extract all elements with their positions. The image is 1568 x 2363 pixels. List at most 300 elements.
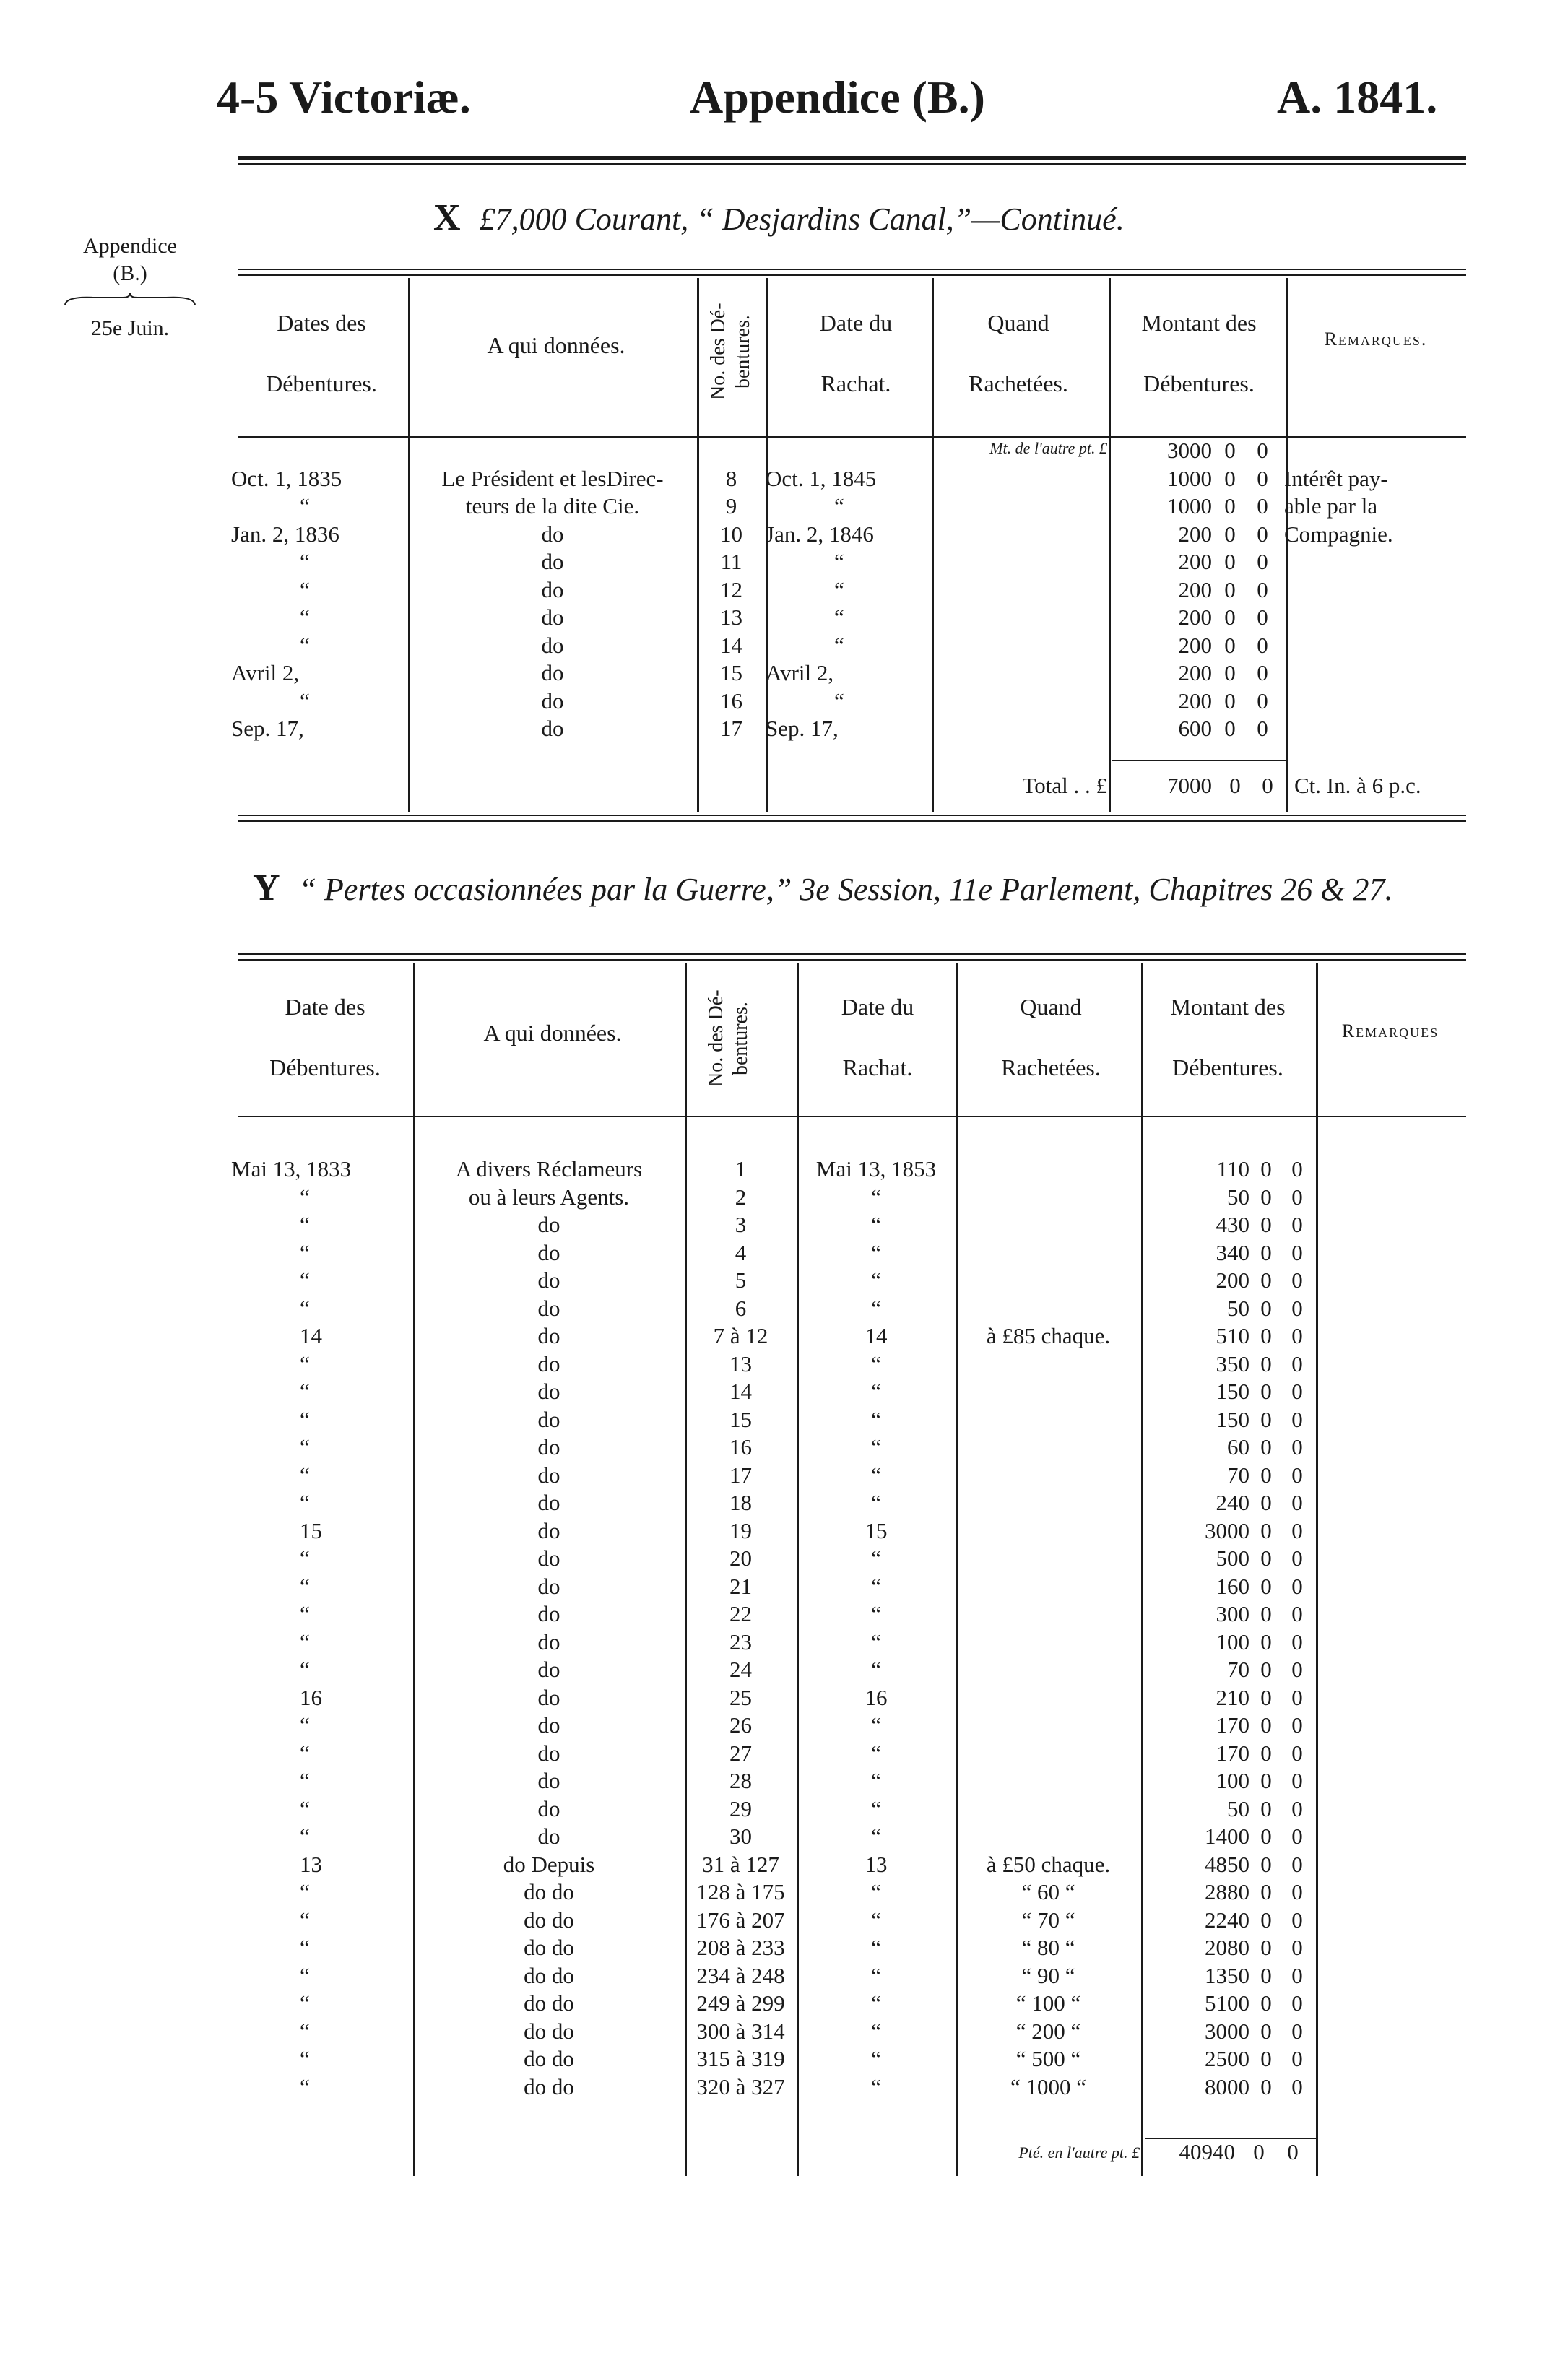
y-row	[231, 1184, 1312, 1212]
y-cell-rachat: “	[871, 1379, 881, 1405]
y-cell-quand	[956, 1740, 1141, 1768]
x-cell-quand	[932, 659, 1112, 688]
y-cell-amt: 150	[1216, 1406, 1249, 1432]
y-cell-quand	[956, 1462, 1141, 1490]
x-total-rule	[1112, 760, 1286, 761]
y-row	[231, 1350, 1312, 1379]
y-cell-rachat: “	[871, 1295, 881, 1321]
y-cell-d: 0	[1291, 1768, 1303, 1794]
x-cell-s: 0	[1224, 576, 1236, 602]
y-cell-qui: do do	[524, 2073, 574, 2099]
x-col-rachat-l2: Rachat.	[820, 370, 891, 396]
y-col-no	[704, 966, 762, 1111]
y-cell-date: “	[300, 1824, 310, 1850]
x-row	[231, 604, 1457, 632]
y-cell-s: 0	[1260, 1712, 1272, 1738]
y-cell-qui: do	[537, 1267, 560, 1293]
y-cell-no: 28	[729, 1768, 752, 1794]
x-cell-date: Jan. 2, 1836	[231, 521, 339, 547]
x-cell-rachat: Sep. 17,	[766, 716, 839, 742]
x-cell-rem	[1277, 715, 1457, 743]
header-rule	[238, 156, 1466, 160]
y-cell-qui: do Depuis	[503, 1851, 595, 1877]
x-cell-amt: 3000	[1167, 438, 1212, 464]
y-cell-amt: 70	[1227, 1462, 1249, 1488]
y-cell-no: 15	[729, 1406, 752, 1432]
x-cell-amt: 200	[1178, 549, 1212, 575]
y-cell-d: 0	[1291, 1573, 1303, 1599]
x-cell-date: Avril 2,	[231, 660, 300, 686]
y-cell-d: 0	[1291, 2046, 1303, 2072]
y-cell-quand	[956, 1795, 1141, 1824]
y-cell-qui: do	[537, 1406, 560, 1432]
x-cell-d: 0	[1257, 716, 1268, 742]
y-cell-qui: A divers Réclameurs	[455, 1156, 643, 1182]
y-cell-date: “	[300, 1490, 310, 1516]
y-cell-d: 0	[1291, 1851, 1303, 1877]
y-cell-rachat: “	[871, 1879, 881, 1905]
x-cell-qui: do	[541, 549, 564, 575]
y-cell-s: 0	[1260, 1350, 1272, 1376]
y-cell-d: 0	[1291, 1350, 1303, 1376]
x-cell-no: 16	[720, 688, 742, 714]
y-cell-no: 30	[729, 1824, 752, 1850]
y-cell-s: 0	[1260, 1740, 1272, 1766]
y-cell-date: “	[300, 1573, 310, 1599]
x-cell-no	[697, 437, 766, 465]
margin-note-date: 25e Juin.	[90, 316, 170, 340]
y-carry-d: 0	[1287, 2139, 1299, 2164]
y-cell-rachat: “	[871, 2073, 881, 2099]
y-cell-date: “	[300, 1601, 310, 1627]
y-row	[231, 1990, 1312, 2018]
y-col-remarques: Remarques	[1341, 1020, 1439, 1041]
y-cell-d: 0	[1291, 1545, 1303, 1571]
y-cell-no: 176 à 207	[696, 1907, 785, 1933]
x-cell-s: 0	[1224, 549, 1236, 575]
section-x-letter: X	[433, 197, 461, 238]
x-cell-quand	[932, 604, 1112, 632]
y-cell-no: 234 à 248	[696, 1962, 785, 1988]
y-cell-rachat: “	[871, 1573, 881, 1599]
y-cell-quand	[956, 1378, 1141, 1406]
y-cell-rachat: “	[871, 1350, 881, 1376]
y-cell-no: 13	[729, 1350, 752, 1376]
x-cell-d: 0	[1257, 604, 1268, 630]
y-row	[231, 1434, 1312, 1462]
y-cell-no: 208 à 233	[696, 1935, 785, 1961]
y-cell-qui: do	[537, 1323, 560, 1349]
y-row	[231, 1740, 1312, 1768]
y-cell-amt: 430	[1216, 1212, 1249, 1238]
y-row	[231, 1489, 1312, 1517]
y-cell-date: 13	[300, 1851, 322, 1877]
x-cell-d: 0	[1257, 660, 1268, 686]
y-cell-qui: do	[537, 1684, 560, 1710]
y-cell-d: 0	[1291, 1879, 1303, 1905]
y-cell-amt: 500	[1216, 1545, 1249, 1571]
y-cell-date: “	[300, 1434, 310, 1460]
y-cell-s: 0	[1260, 1212, 1272, 1238]
y-cell-date: “	[300, 1712, 310, 1738]
x-col-quand-l2: Rachetées.	[969, 370, 1068, 396]
y-cell-rachat: “	[871, 1212, 881, 1238]
x-cell-date: Oct. 1, 1835	[231, 465, 342, 491]
y-cell-rachat: “	[871, 1712, 881, 1738]
margin-note-b: (B.)	[113, 261, 147, 285]
y-cell-quand: “ 70 “	[1021, 1907, 1075, 1933]
y-row	[231, 1795, 1312, 1824]
x-cell-qui: do	[541, 632, 564, 658]
y-cell-date: 14	[300, 1323, 322, 1349]
y-cell-quand	[956, 1712, 1141, 1740]
y-cell-rachat: “	[871, 1795, 881, 1821]
x-cell-rachat: “	[834, 493, 844, 519]
x-cell-amt: 200	[1178, 521, 1212, 547]
y-cell-qui: do	[537, 1573, 560, 1599]
y-cell-quand	[956, 1406, 1141, 1434]
y-cell-amt: 1350	[1205, 1962, 1249, 1988]
x-cell-date	[231, 437, 408, 465]
section-x-bottom-rule	[238, 815, 1466, 816]
y-carry-amt: 40940	[1179, 2139, 1235, 2164]
y-cell-amt: 510	[1216, 1323, 1249, 1349]
y-cell-s: 0	[1260, 1795, 1272, 1821]
y-cell-date: “	[300, 2046, 310, 2072]
y-cell-s: 0	[1260, 2018, 1272, 2044]
y-cell-d: 0	[1291, 1184, 1303, 1210]
x-cell-d: 0	[1257, 521, 1268, 547]
y-cell-no: 24	[729, 1657, 752, 1683]
x-cell-qui: do	[541, 716, 564, 742]
y-cell-quand	[956, 1684, 1141, 1712]
y-cell-s: 0	[1260, 1545, 1272, 1571]
y-cell-amt: 2500	[1205, 2046, 1249, 2072]
y-cell-quand	[956, 1156, 1141, 1184]
x-cell-s: 0	[1224, 438, 1236, 464]
x-cell-rem	[1277, 688, 1457, 716]
x-cell-amt: 1000	[1167, 493, 1212, 519]
y-cell-d: 0	[1291, 1907, 1303, 1933]
y-cell-amt: 150	[1216, 1379, 1249, 1405]
y-cell-quand	[956, 1211, 1141, 1239]
y-cell-no: 17	[729, 1462, 752, 1488]
y-cell-amt: 50	[1227, 1184, 1249, 1210]
y-cell-rachat: “	[871, 1462, 881, 1488]
x-row	[231, 688, 1457, 716]
x-cell-rachat: “	[834, 576, 844, 602]
y-cell-no: 300 à 314	[696, 2018, 785, 2044]
section-y-title-text: “ Pertes occasionnées par la Guerre,” 3e Session, 11e Parlement, Chapitres 26 & 27.	[298, 872, 1393, 907]
y-cell-amt: 300	[1216, 1601, 1249, 1627]
y-cell-qui: do	[537, 1545, 560, 1571]
x-cell-qui: do	[541, 604, 564, 630]
y-cell-date: 16	[300, 1684, 322, 1710]
y-cell-amt: 2880	[1205, 1879, 1249, 1905]
y-cell-no: 2	[735, 1184, 747, 1210]
section-x-bottom-rule-2	[238, 820, 1466, 822]
y-cell-date: “	[300, 1295, 310, 1321]
y-cell-qui: do	[537, 1601, 560, 1627]
y-cell-qui: do do	[524, 1879, 574, 1905]
y-cell-date: “	[300, 1545, 310, 1571]
y-row	[231, 1823, 1312, 1851]
x-cell-amt: 200	[1178, 632, 1212, 658]
x-cell-date: Sep. 17,	[231, 716, 304, 742]
y-cell-amt: 8000	[1205, 2073, 1249, 2099]
y-cell-d: 0	[1291, 1406, 1303, 1432]
y-cell-d: 0	[1291, 1239, 1303, 1265]
y-cell-s: 0	[1260, 1434, 1272, 1460]
y-cell-date: “	[300, 1379, 310, 1405]
y-cell-date: “	[300, 1879, 310, 1905]
section-y-top-rule	[238, 953, 1466, 955]
y-cell-no: 16	[729, 1434, 752, 1460]
y-cell-quand: “ 80 “	[1021, 1935, 1075, 1961]
x-col-quand-l1: Quand	[987, 310, 1049, 336]
running-header-right: A. 1841.	[1277, 71, 1438, 123]
y-cell-s: 0	[1260, 1295, 1272, 1321]
y-col-quand-l1: Quand	[1020, 994, 1082, 1020]
x-col-aqui: A qui données.	[487, 332, 625, 358]
y-cell-s: 0	[1260, 1990, 1272, 2016]
header-rule-thin	[238, 163, 1466, 165]
x-cell-qui: do	[541, 688, 564, 714]
y-cell-date: “	[300, 1795, 310, 1821]
y-cell-date: “	[300, 1406, 310, 1432]
y-cell-rachat: 14	[865, 1323, 888, 1349]
y-cell-amt: 70	[1227, 1657, 1249, 1683]
y-cell-s: 0	[1260, 1156, 1272, 1182]
y-cell-amt: 4850	[1205, 1851, 1249, 1877]
x-row	[231, 437, 1457, 465]
y-row	[231, 1934, 1312, 1962]
x-total-amt: 7000	[1167, 773, 1212, 798]
y-col-dates	[238, 976, 412, 1098]
x-cell-amt: 200	[1178, 604, 1212, 630]
y-cell-amt: 100	[1216, 1629, 1249, 1655]
x-cell-s: 0	[1224, 521, 1236, 547]
y-row	[231, 1211, 1312, 1239]
y-cell-qui: do do	[524, 2018, 574, 2044]
x-col-rachat-l1: Date du	[819, 310, 893, 336]
y-cell-d: 0	[1291, 1962, 1303, 1988]
y-cell-amt: 340	[1216, 1239, 1249, 1265]
y-cell-no: 7 à 12	[713, 1323, 768, 1349]
y-cell-amt: 100	[1216, 1768, 1249, 1794]
y-cell-date: “	[300, 1935, 310, 1961]
y-row	[231, 1322, 1312, 1350]
y-cell-qui: do	[537, 1434, 560, 1460]
y-cell-no: 3	[735, 1212, 747, 1238]
y-row	[231, 1712, 1312, 1740]
x-cell-no: 9	[725, 493, 737, 519]
x-cell-s: 0	[1224, 604, 1236, 630]
section-y-letter: Y	[253, 867, 280, 909]
y-table	[231, 1156, 1312, 2101]
y-cell-no: 22	[729, 1601, 752, 1627]
y-cell-s: 0	[1260, 1935, 1272, 1961]
y-cell-d: 0	[1291, 1795, 1303, 1821]
y-row	[231, 1545, 1312, 1573]
y-row	[231, 1600, 1312, 1629]
y-cell-no: 6	[735, 1295, 747, 1321]
y-cell-qui: do do	[524, 2046, 574, 2072]
y-cell-rachat: “	[871, 1545, 881, 1571]
y-cell-qui: do	[537, 1712, 560, 1738]
y-cell-s: 0	[1260, 1629, 1272, 1655]
y-col-quand-l2: Rachetées.	[1001, 1054, 1101, 1080]
x-total-s: 0	[1229, 773, 1241, 798]
y-cell-quand	[956, 1545, 1141, 1573]
y-col-dates-l1: Date des	[285, 994, 365, 1020]
y-cell-qui: do	[537, 1629, 560, 1655]
y-cell-date: “	[300, 2018, 310, 2044]
y-cell-d: 0	[1291, 1212, 1303, 1238]
x-cell-quand	[932, 576, 1112, 604]
x-cell-rem	[1277, 548, 1457, 576]
y-cell-no: 1	[735, 1156, 747, 1182]
y-cell-amt: 160	[1216, 1573, 1249, 1599]
y-cell-rachat: “	[871, 1962, 881, 1988]
y-cell-s: 0	[1260, 1684, 1272, 1710]
x-cell-d: 0	[1257, 465, 1268, 491]
y-cell-rachat: “	[871, 2046, 881, 2072]
y-cell-no: 29	[729, 1795, 752, 1821]
y-cell-rachat: “	[871, 1907, 881, 1933]
x-cell-quand	[932, 715, 1112, 743]
x-total-rem: Ct. In. à 6 p.c.	[1294, 773, 1421, 798]
x-cell-no: 10	[720, 521, 742, 547]
section-x-title-text: £7,000 Courant, “ Desjardins Canal,”—Continué.	[479, 201, 1125, 237]
x-cell-amt: 200	[1178, 576, 1212, 602]
section-x-title	[433, 196, 1125, 239]
x-col-dates-l1: Dates des	[277, 310, 366, 336]
y-col-montant	[1141, 976, 1314, 1098]
y-cell-amt: 2240	[1205, 1907, 1249, 1933]
y-cell-s: 0	[1260, 1573, 1272, 1599]
y-cell-rachat: “	[871, 1601, 881, 1627]
y-cell-quand	[956, 1629, 1141, 1657]
x-cell-no: 11	[720, 549, 742, 575]
y-cell-s: 0	[1260, 2073, 1272, 2099]
x-cell-rachat: Avril 2,	[766, 660, 834, 686]
y-cell-date: “	[300, 1239, 310, 1265]
y-cell-no: 4	[735, 1239, 747, 1265]
y-cell-d: 0	[1291, 1740, 1303, 1766]
y-cell-no: 249 à 299	[696, 1990, 785, 2016]
y-cell-qui: do	[537, 1212, 560, 1238]
y-cell-s: 0	[1260, 1379, 1272, 1405]
y-cell-amt: 200	[1216, 1267, 1249, 1293]
y-cell-s: 0	[1260, 1907, 1272, 1933]
x-cell-no: 8	[725, 465, 737, 491]
y-cell-quand: “ 90 “	[1021, 1962, 1075, 1988]
y-cell-no: 31 à 127	[702, 1851, 779, 1877]
x-cell-qui: teurs de la dite Cie.	[465, 493, 640, 519]
y-cell-s: 0	[1260, 1768, 1272, 1794]
y-cell-date: “	[300, 1267, 310, 1293]
y-row	[231, 2018, 1312, 2046]
y-cell-rachat: “	[871, 1740, 881, 1766]
y-cell-s: 0	[1260, 1851, 1272, 1877]
y-cell-s: 0	[1260, 1517, 1272, 1543]
y-cell-rachat: “	[871, 1490, 881, 1516]
x-col-no-l2: bentures.	[732, 315, 754, 389]
section-y-top-rule-2	[238, 959, 1466, 961]
y-cell-qui: do	[537, 1379, 560, 1405]
y-cell-quand: “ 1000 “	[1010, 2073, 1087, 2099]
x-cell-qui: do	[541, 521, 564, 547]
x-cell-no: 14	[720, 632, 742, 658]
x-cell-qui: Le Président et lesDirec-	[441, 465, 664, 491]
y-cell-d: 0	[1291, 1601, 1303, 1627]
x-cell-date: “	[300, 688, 310, 714]
y-carry-label: Pté. en l'autre pt. £	[1018, 2143, 1140, 2162]
x-row	[231, 632, 1457, 660]
y-row	[231, 1378, 1312, 1406]
y-cell-quand: “ 100 “	[1015, 1990, 1081, 2016]
y-row	[231, 1239, 1312, 1267]
x-col-montant-l2: Débentures.	[1143, 370, 1255, 396]
y-cell-qui: do	[537, 1350, 560, 1376]
y-row	[231, 1684, 1312, 1712]
y-cell-rachat: “	[871, 1434, 881, 1460]
x-col-remarques: Remarques.	[1324, 329, 1428, 350]
y-cell-no: 320 à 327	[696, 2073, 785, 2099]
y-cell-rachat: “	[871, 1267, 881, 1293]
y-col-no-l2: bentures.	[729, 1002, 752, 1075]
y-cell-qui: do	[537, 1239, 560, 1265]
y-cell-d: 0	[1291, 2073, 1303, 2099]
x-cell-d: 0	[1257, 688, 1268, 714]
x-cell-rem: Intérêt pay-	[1284, 465, 1388, 491]
y-cell-date: “	[300, 1962, 310, 1988]
x-cell-s: 0	[1224, 660, 1236, 686]
y-vrule-6	[1316, 963, 1318, 2176]
x-col-rachat	[773, 292, 939, 414]
y-cell-quand	[956, 1184, 1141, 1212]
y-cell-rachat: “	[871, 1184, 881, 1210]
y-cell-date: Mai 13, 1833	[231, 1156, 352, 1182]
y-col-dates-l2: Débentures.	[269, 1054, 381, 1080]
y-cell-rachat: 16	[865, 1684, 888, 1710]
x-cell-quand	[932, 548, 1112, 576]
y-cell-no: 5	[735, 1267, 747, 1293]
y-cell-amt: 110	[1216, 1156, 1249, 1182]
y-cell-rachat: “	[871, 1239, 881, 1265]
section-y-title	[253, 867, 1393, 909]
y-cell-amt: 50	[1227, 1295, 1249, 1321]
y-cell-s: 0	[1260, 2046, 1272, 2072]
y-cell-quand	[956, 1600, 1141, 1629]
y-cell-s: 0	[1260, 1879, 1272, 1905]
x-cell-s: 0	[1224, 716, 1236, 742]
y-row	[231, 1462, 1312, 1490]
y-cell-no: 21	[729, 1573, 752, 1599]
y-cell-d: 0	[1291, 1156, 1303, 1182]
y-cell-quand	[956, 1573, 1141, 1601]
x-cell-s: 0	[1224, 632, 1236, 658]
y-cell-s: 0	[1260, 1184, 1272, 1210]
y-cell-s: 0	[1260, 1462, 1272, 1488]
y-cell-amt: 1400	[1205, 1824, 1249, 1850]
y-col-rachat-l2: Rachat.	[842, 1054, 913, 1080]
y-cell-amt: 2080	[1205, 1935, 1249, 1961]
y-row	[231, 1656, 1312, 1684]
x-cell-rem: Compagnie.	[1284, 521, 1393, 547]
y-cell-qui: ou à leurs Agents.	[468, 1184, 630, 1210]
